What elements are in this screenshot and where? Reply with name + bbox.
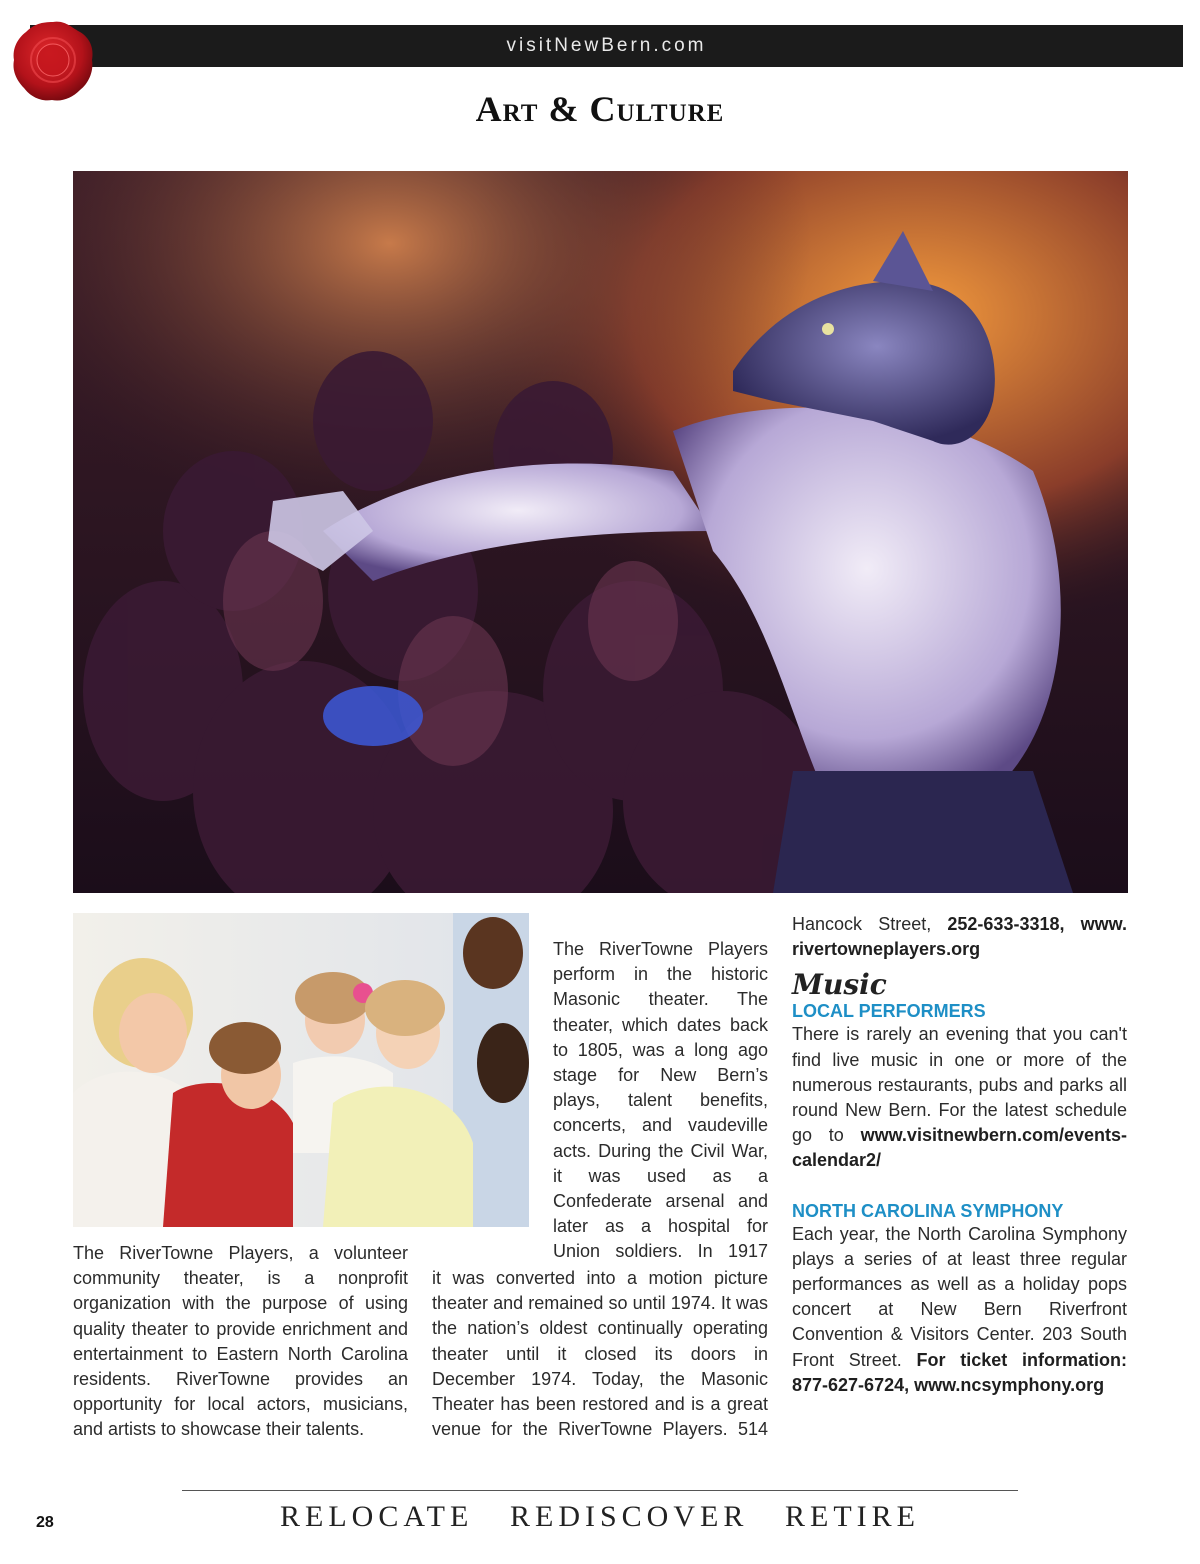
footer-rule	[182, 1490, 1018, 1491]
nc-symphony-paragraph	[792, 1222, 1127, 1398]
nc-symphony-heading: NORTH CAROLINA SYMPHONY	[792, 1200, 1064, 1221]
nc-symphony-text: Each year, the North Carolina Symphony plays a series of at least three regular performances as well as a holiday pops concert at New Bern Riverfront Convention & Visitors Center. 203 South Front Street.	[792, 1223, 1127, 1370]
footer-tagline	[280, 1500, 920, 1534]
section-title: Art & Culture	[475, 89, 725, 129]
events-calendar-link[interactable]: www.visitnewbern.com/events-calendar2/	[792, 1125, 1127, 1171]
footer-word-rediscover: REDISCOVER	[509, 1500, 749, 1533]
wolf-costume-performer-photo	[73, 171, 1128, 893]
column-2-bottom-text	[432, 1266, 768, 1442]
masonic-theater-paragraph-part2: it was converted into a motion picture theater and remained so until 1974. It was the nation’s oldest continually operating theater until it closed its doors in December 1974. Today, the Masonic Theater has been restored and is a great venue for the RiverTowne Players. 514	[432, 1268, 768, 1440]
column-1-text	[73, 1241, 408, 1443]
footer-word-relocate: RELOCATE	[280, 1500, 474, 1533]
footer-word-retire: RETIRE	[785, 1500, 920, 1533]
nc-symphony-ticket-info[interactable]: For ticket information: 877-627-6724, www.ncsymphony.org	[792, 1349, 1127, 1395]
masonic-theater-paragraph-part1: The RiverTowne Players perform in the historic Masonic theater. The theater, which dates back to 1805, was a long ago stage for New Bern’s plays, talent benefits, concerts, and vaudeville acts. During the Civil War, it was used as a Confederate arsenal and later as a hospital for Union soldiers. In 1917	[553, 939, 768, 1262]
local-performers-paragraph	[792, 1022, 1127, 1173]
rivertowne-intro-paragraph: The RiverTowne Players, a volunteer community theater, is a nonprofit organization with the purpose of using quality theater to provide enrichment and entertainment to Eastern North Carolina residents. RiverTowne provides an opportunity for local actors, musicians, and artists to showcase their talents.	[73, 1243, 408, 1440]
page-number: 28	[36, 1514, 54, 1531]
music-heading: Music	[792, 968, 887, 1002]
column-3	[792, 912, 1127, 1398]
column-2-top-text	[553, 937, 768, 1265]
local-performers-text: There is rarely an evening that you can't find live music in one or more of the numerous restaurants, pubs and parks all round New Bern. For the latest schedule go to	[792, 1024, 1127, 1146]
contact-street: Hancock Street,	[792, 914, 932, 934]
local-performers-heading: LOCAL PERFORMERS	[792, 1001, 986, 1022]
rivertowne-contact	[792, 912, 1127, 962]
site-url: visitNewBern.com	[506, 35, 707, 56]
woman-and-children-smiling-photo	[73, 913, 529, 1227]
contact-phone-web[interactable]: 252-633-3318, www. rivertowneplayers.org	[792, 914, 1127, 960]
header-bar	[30, 25, 1183, 67]
